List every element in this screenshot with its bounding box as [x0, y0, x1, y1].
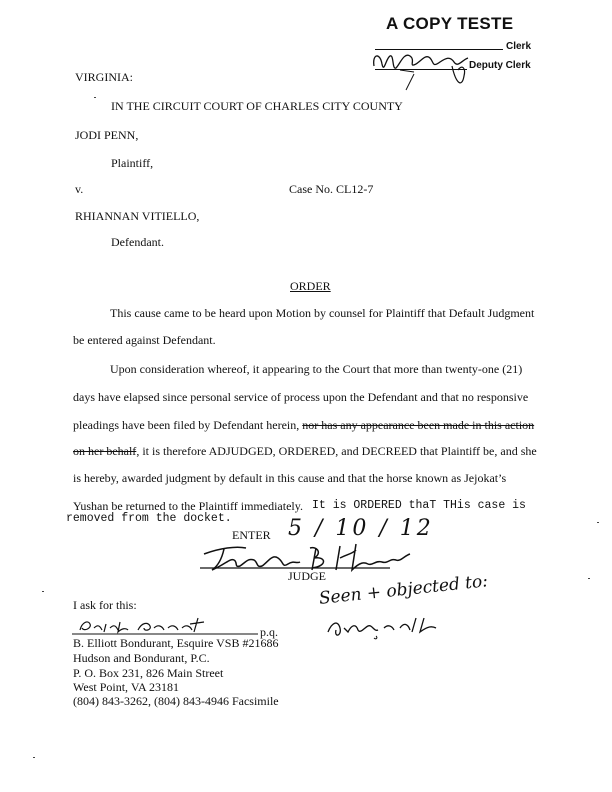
order-paragraph-2-line-2: days have elapsed since personal service of process upon the Defendant and that no responsive — [73, 390, 529, 404]
order-paragraph-1-line-2: be entered against Defendant. — [73, 333, 216, 347]
phone-numbers: (804) 843-3262, (804) 843-4946 Facsimile — [73, 694, 279, 708]
order-paragraph-2-line-5: is hereby, awarded judgment by default in this cause and that the horse known as Jejokat’s — [73, 471, 507, 485]
address-line-1: P. O. Box 231, 826 Main Street — [73, 666, 224, 680]
struck-text: nor has any appearance been made in this action — [302, 418, 535, 432]
order-paragraph-2-line-1: Upon consideration whereof, it appearing to the Court that more than twenty-one (21) — [110, 362, 523, 376]
opposing-signature — [324, 614, 464, 644]
case-number: Case No. CL12-7 — [289, 182, 374, 196]
ask-for-this: I ask for this: — [73, 598, 137, 612]
state-heading: VIRGINIA: — [75, 70, 133, 84]
scan-speck — [597, 522, 599, 523]
scan-speck — [94, 97, 96, 98]
order-text: pleadings have been filed by Defendant herein, — [73, 418, 303, 432]
law-firm: Hudson and Bondurant, P.C. — [73, 651, 210, 665]
deputy-clerk-label: Deputy Clerk — [469, 60, 531, 71]
clerk-label: Clerk — [506, 41, 532, 52]
typed-addition-line-2: removed from the docket. — [66, 512, 232, 525]
scan-speck — [588, 578, 590, 579]
defendant-name: RHIANNAN VITIELLO, — [75, 209, 200, 223]
copy-teste-stamp-title: A COPY TESTE — [386, 14, 514, 33]
plaintiff-role: Plaintiff, — [111, 156, 154, 170]
judge-label: JUDGE — [288, 569, 326, 583]
scan-speck — [42, 591, 44, 592]
attorney-signature — [72, 614, 282, 638]
defendant-role: Defendant. — [111, 235, 164, 249]
deputy-clerk-signature — [370, 44, 480, 94]
order-paragraph-2-line-6: Yushan be returned to the Plaintiff immediately. — [73, 499, 303, 513]
address-line-2: West Point, VA 23181 — [73, 680, 179, 694]
pq-label: p.q. — [260, 625, 278, 639]
scan-speck — [33, 757, 35, 758]
attorney-name: B. Elliott Bondurant, Esquire VSB #21686 — [73, 636, 279, 650]
enter-label: ENTER — [232, 528, 271, 542]
typed-addition-line-1: It is ORDERED thaT THis case is — [312, 499, 526, 512]
struck-text: on her behalf — [73, 444, 137, 458]
plaintiff-name: JODI PENN, — [75, 128, 139, 142]
order-text: , it is therefore ADJUDGED, ORDERED, and DECREED that Plaintiff be, and she — [136, 444, 537, 458]
order-paragraph-1-line-1: This cause came to be heard upon Motion by counsel for Plaintiff that Default Judgment — [110, 306, 535, 320]
order-heading: ORDER — [290, 279, 331, 293]
order-paragraph-2-line-3 — [73, 418, 534, 433]
enter-date-handwritten: 5 / 10 / 12 — [288, 516, 434, 541]
court-heading: IN THE CIRCUIT COURT OF CHARLES CITY COUNTY — [111, 99, 403, 113]
order-paragraph-2-line-4 — [73, 444, 537, 459]
seen-and-objected-note: Seen + objected to: — [318, 571, 489, 609]
versus: v. — [75, 182, 84, 196]
